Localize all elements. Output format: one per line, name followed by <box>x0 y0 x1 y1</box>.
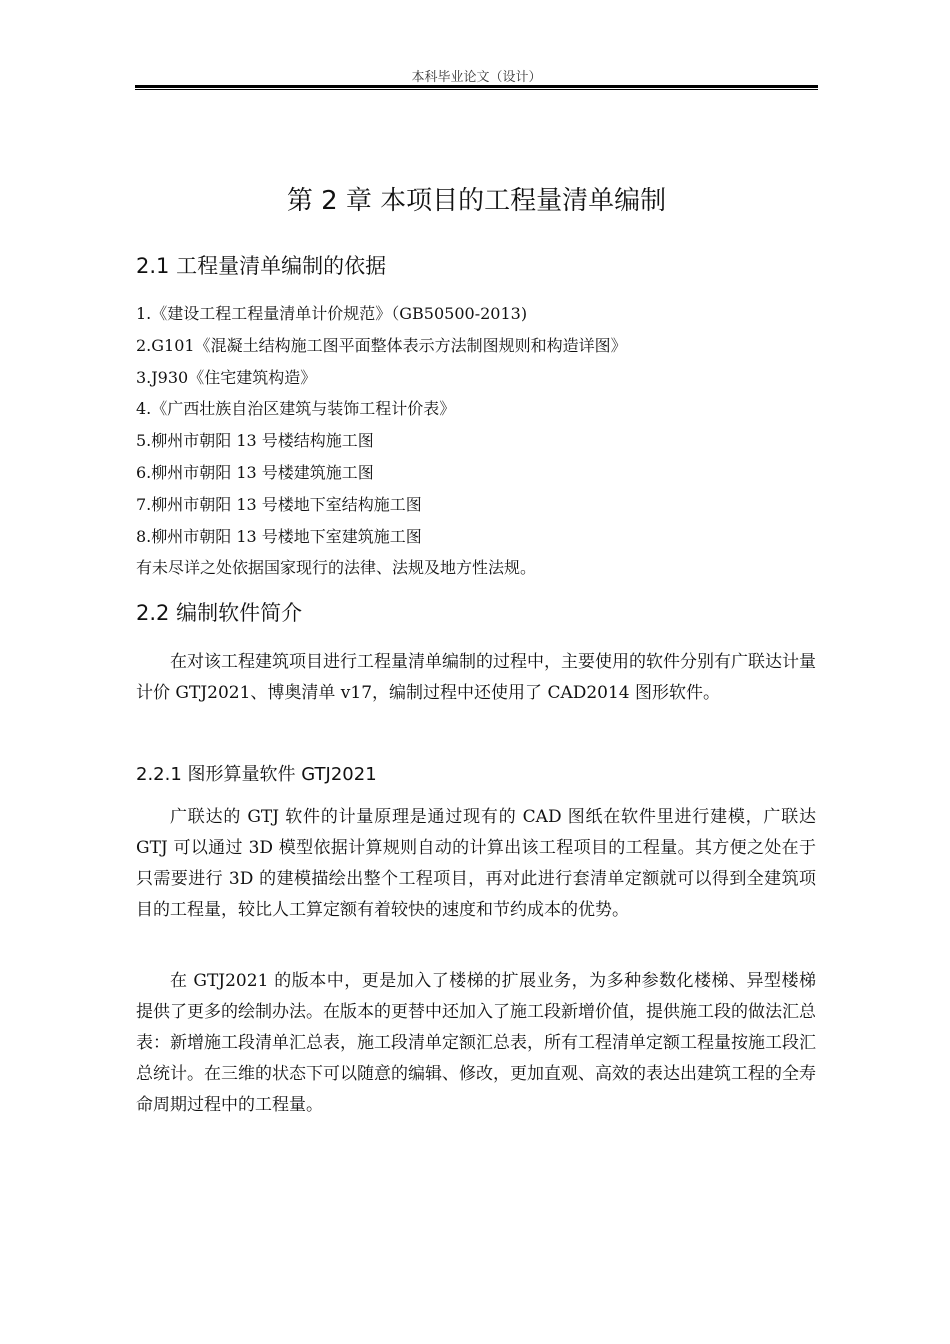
list-item: 5.柳州市朝阳 13 号楼结构施工图 <box>136 431 374 451</box>
list-item: 6.柳州市朝阳 13 号楼建筑施工图 <box>136 462 374 482</box>
chapter-title: 第 2 章 本项目的工程量清单编制 <box>286 186 667 216</box>
list-item: 8.柳州市朝阳 13 号楼地下室建筑施工图 <box>136 526 422 546</box>
section-2-2-1-heading: 2.2.1 图形算量软件 GTJ2021 <box>136 764 377 785</box>
list-item: 3.J930《住宅建筑构造》 <box>136 367 317 387</box>
header-rule-thin <box>135 89 818 90</box>
list-item: 2.G101《混凝土结构施工图平面整体表示方法制图规则和构造详图》 <box>136 335 627 355</box>
page-header: 本科毕业论文（设计） <box>411 70 542 85</box>
software-intro-paragraph: 在对该工程建筑项目进行工程量清单编制的过程中，主要使用的软件分别有广联达计量计价 GTJ2021、博奥清单 v17，编制过程中还使用了 CAD2014 图形软件。 <box>136 652 816 703</box>
section-2-1-heading: 2.1 工程量清单编制的依据 <box>136 254 387 278</box>
list-item: 1.《建设工程工程量清单计价规范》（GB50500-2013) <box>136 304 528 323</box>
header-rule <box>135 85 818 88</box>
section-2-2-heading: 2.2 编制软件简介 <box>136 601 303 625</box>
list-item: 4.《广西壮族自治区建筑与装饰工程计价表》 <box>136 399 456 419</box>
basis-list <box>136 301 826 587</box>
gtj-paragraph-2: 在 GTJ2021 的版本中，更是加入了楼梯的扩展业务，为多种参数化楼梯、异型楼梯提供了更多的绘制办法。在版本的更替中还加入了施工段新增价值，提供施工段的做法汇总表：新增施工段清单汇总表，施工段清单定额汇总表，所有工程清单定额工程量按施工段汇总统计。在三维的状态下可以随意的编辑、修改，更加直观、高效的表达出建筑工程的全寿命周期过程中的工程量。 <box>136 971 816 1115</box>
gtj-paragraph-1: 广联达的 GTJ 软件的计量原理是通过现有的 CAD 图纸在软件里进行建模，广联达 GTJ 可以通过 3D 模型依据计算规则自动的计算出该工程项目的工程量。其方便之处在于只需要进行 3D 的建模描绘出整个工程项目，再对此进行套清单定额就可以得到全建筑项目的工程量，较比人工算定额有着较快的速度和节约成本的优势。 <box>136 807 816 920</box>
list-item: 有未尽详之处依据国家现行的法律、法规及地方性法规。 <box>136 558 537 578</box>
list-item: 7.柳州市朝阳 13 号楼地下室结构施工图 <box>136 494 422 514</box>
